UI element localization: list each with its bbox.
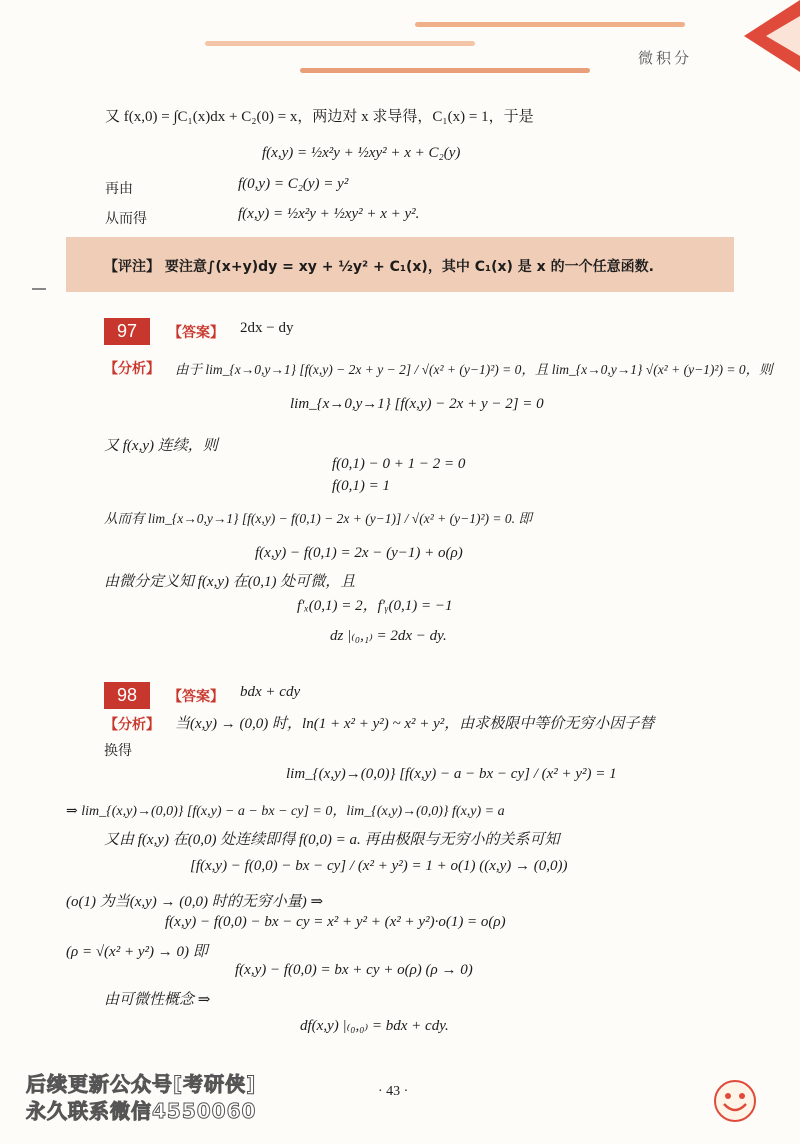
formula: f(x,y) − f(0,0) = bx + cy + o(ρ) (ρ → 0): [235, 962, 473, 978]
watermark-line: 永久联系微信4550060: [26, 1099, 257, 1123]
formula: f(x,y) = ½x²y + ½xy² + x + C₂(y): [262, 145, 461, 161]
smiley-icon: [712, 1078, 758, 1124]
text-line: 从而得: [105, 211, 147, 227]
formula: f(x,y) − f(0,0) − bx − cy = x² + y² + (x² + y²)·o(1) = o(ρ): [165, 914, 506, 930]
header-stripe: [300, 68, 590, 73]
formula: f(x,y) − f(0,1) = 2x − (y−1) + o(ρ): [255, 545, 463, 561]
margin-mark: [32, 288, 46, 290]
text-line: 由可微性概念 ⇒: [104, 992, 211, 1008]
remark-text: 【评注】 要注意∫(x+y)dy = xy + ½y² + C₁(x)，其中 C₁(x) 是 x 的一个任意函数.: [104, 259, 654, 275]
question-number-badge: 97: [104, 318, 150, 345]
formula: f(x,y) = ½x²y + ½xy² + x + y².: [238, 206, 420, 222]
analysis-label: 【分析】: [104, 717, 160, 733]
formula: df(x,y) |₍₀,₀₎ = bdx + cdy.: [300, 1018, 449, 1034]
formula: [f(x,y) − f(0,0) − bx − cy] / (x² + y²) = 1 + o(1) ((x,y) → (0,0)): [190, 858, 568, 874]
formula: dz |₍₀,₁₎ = 2dx − dy.: [330, 628, 447, 644]
header-stripe: [415, 22, 685, 27]
page-number: · 43 ·: [378, 1084, 409, 1099]
text-line: 又 f(x,0) = ∫C₁(x)dx + C₂(0) = x，两边对 x 求导得，C₁(x) = 1，于是: [105, 109, 534, 125]
text-line: 又 f(x,y) 连续，则: [104, 438, 218, 454]
formula: 由于 lim_{x→0,y→1} [f(x,y) − 2x + y − 2] / √(x² + (y−1)²) = 0，且 lim_{x→0,y→1} √(x² + (y−1)²) = 0，则: [175, 362, 773, 377]
formula: f′ₓ(0,1) = 2，f′ᵧ(0,1) = −1: [297, 598, 453, 614]
analysis-label: 【分析】: [104, 361, 160, 377]
formula: f(0,1) − 0 + 1 − 2 = 0: [332, 456, 466, 472]
text-line: (ρ = √(x² + y²) → 0) 即: [66, 944, 208, 960]
answer-value: bdx + cdy: [240, 684, 301, 700]
watermark-line: 后续更新公众号[考研侠]: [26, 1072, 257, 1096]
formula: 从而有 lim_{x→0,y→1} [f(x,y) − f(0,1) − 2x + (y−1)] / √(x² + (y−1)²) = 0. 即: [104, 511, 532, 526]
header-stripe: [205, 41, 475, 46]
question-number-badge: 98: [104, 682, 150, 709]
text-line: 再由: [105, 181, 133, 197]
text-line: 又由 f(x,y) 在(0,0) 处连续即得 f(0,0) = a. 再由极限与无穷小的关系可知: [104, 832, 560, 848]
text-line: 换得: [104, 743, 132, 759]
formula: lim_{(x,y)→(0,0)} [f(x,y) − a − bx − cy] / (x² + y²) = 1: [286, 766, 617, 782]
formula: lim_{x→0,y→1} [f(x,y) − 2x + y − 2] = 0: [290, 396, 544, 412]
answer-value: 2dx − dy: [240, 320, 294, 336]
corner-triangle-icon: [738, 0, 800, 72]
formula: f(0,1) = 1: [332, 478, 391, 494]
text-line: (o(1) 为当(x,y) → (0,0) 时的无穷小量) ⇒: [66, 894, 324, 910]
chapter-title: 微积分: [638, 49, 693, 67]
answer-label: 【答案】: [168, 325, 224, 341]
formula: f(0,y) = C₂(y) = y²: [238, 176, 349, 192]
answer-label: 【答案】: [168, 689, 224, 705]
formula: ⇒ lim_{(x,y)→(0,0)} [f(x,y) − a − bx − cy] = 0，lim_{(x,y)→(0,0)} f(x,y) = a: [66, 804, 505, 819]
text-line: 当(x,y) → (0,0) 时，ln(1 + x² + y²) ~ x² + y²，由求极限中等价无穷小因子替: [175, 716, 655, 732]
text-line: 由微分定义知 f(x,y) 在(0,1) 处可微，且: [104, 574, 356, 590]
